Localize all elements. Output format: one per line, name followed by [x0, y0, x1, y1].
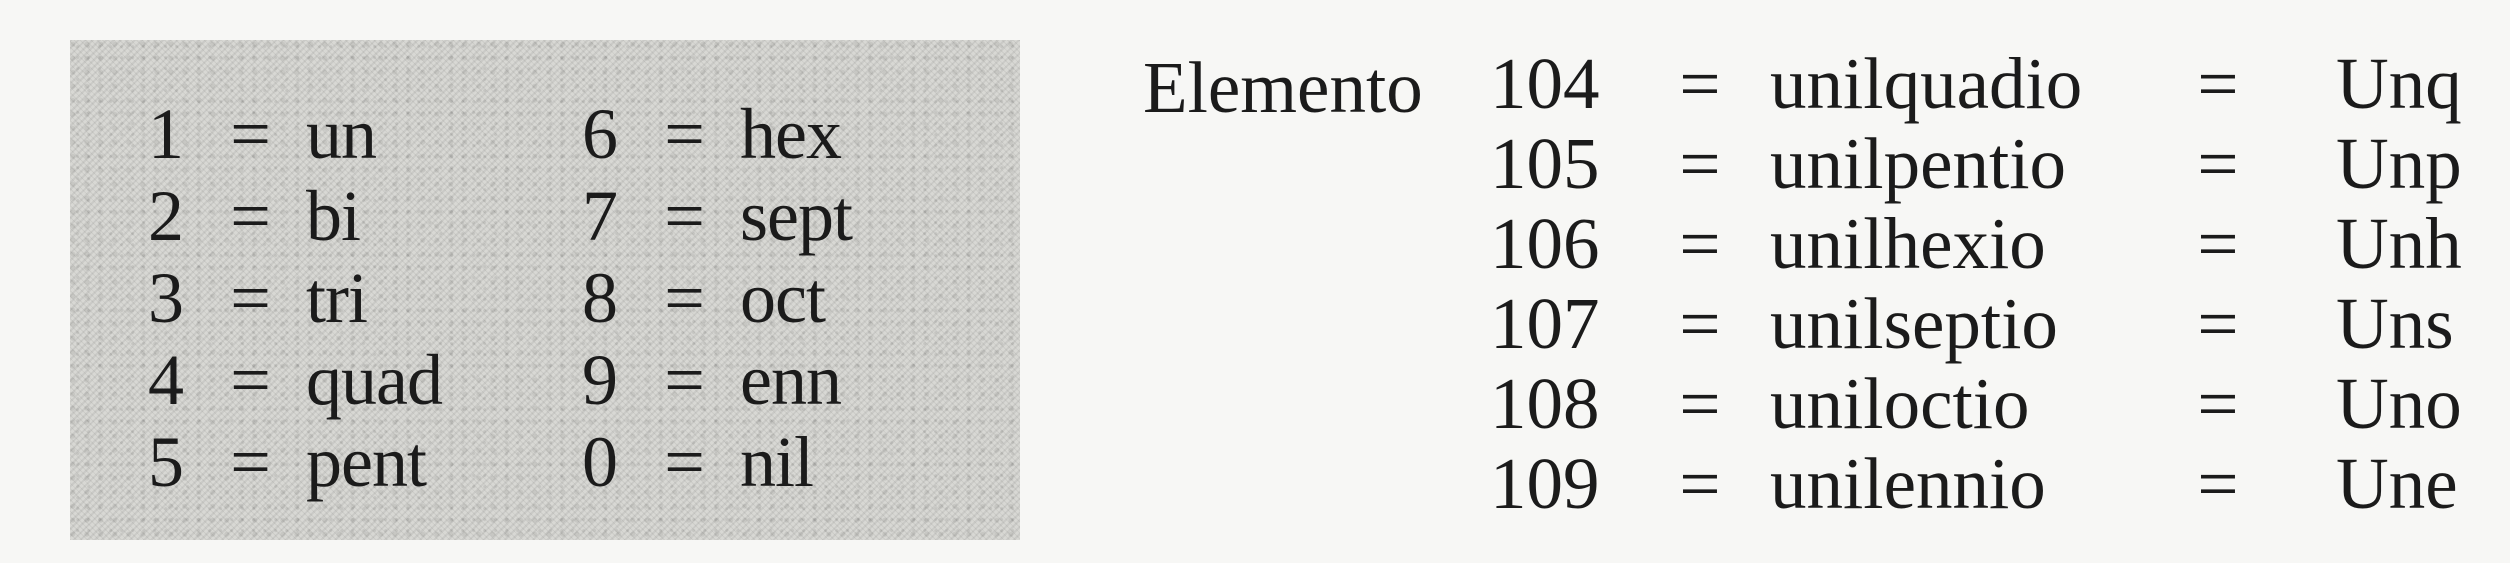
key-root: sept [740, 176, 852, 256]
key-root: quad [306, 340, 442, 420]
equals-sign: = [2197, 123, 2239, 204]
key-equals: = [230, 340, 270, 420]
element-symbol: Unh [2336, 203, 2462, 284]
key-digit: 1 [148, 94, 183, 174]
table-row [1490, 364, 2490, 444]
key-root: hex [740, 94, 841, 174]
number-root-key-box [70, 40, 1020, 540]
key-digit: 5 [148, 422, 183, 502]
element-name: uniloctio [1770, 363, 2030, 444]
element-label: Elemento [1143, 47, 1423, 128]
table-row [1490, 204, 2490, 284]
equals-sign: = [1679, 123, 1721, 204]
key-item [148, 175, 442, 257]
key-root: un [306, 94, 376, 174]
key-equals: = [664, 340, 704, 420]
key-equals: = [664, 422, 704, 502]
element-name: unilseptio [1770, 283, 2058, 364]
key-item [582, 257, 852, 339]
equals-sign: = [2197, 363, 2239, 444]
key-item [582, 421, 852, 503]
element-number: 106 [1490, 203, 1600, 284]
element-name: unilennio [1770, 443, 2046, 524]
key-item [582, 175, 852, 257]
key-digit: 7 [582, 176, 617, 256]
key-equals: = [664, 176, 704, 256]
equals-sign: = [1679, 203, 1721, 284]
table-row [1490, 284, 2490, 364]
table-row [1490, 44, 2490, 124]
key-digit: 8 [582, 258, 617, 338]
equals-sign: = [2197, 283, 2239, 364]
key-item [148, 257, 442, 339]
element-symbol: Unq [2336, 43, 2462, 124]
equals-sign: = [1679, 363, 1721, 444]
key-equals: = [230, 176, 270, 256]
element-number: 105 [1490, 123, 1600, 204]
key-item [582, 93, 852, 175]
key-root: nil [740, 422, 814, 502]
element-name: unilhexio [1770, 203, 2046, 284]
element-name: unilpentio [1770, 123, 2067, 204]
element-number: 109 [1490, 443, 1600, 524]
element-symbol: Unp [2336, 123, 2462, 204]
key-item [148, 339, 442, 421]
key-digit: 6 [582, 94, 617, 174]
key-right-column [582, 93, 852, 503]
key-equals: = [664, 94, 704, 174]
element-symbol: Uno [2336, 363, 2462, 444]
equals-sign: = [1679, 443, 1721, 524]
element-name: unilquadio [1770, 43, 2083, 124]
element-number: 104 [1490, 43, 1600, 124]
key-digit: 9 [582, 340, 617, 420]
key-root: tri [306, 258, 367, 338]
key-digit: 3 [148, 258, 183, 338]
key-root: pent [306, 422, 426, 502]
key-item [148, 421, 442, 503]
key-item [148, 93, 442, 175]
key-digit: 0 [582, 422, 617, 502]
equals-sign: = [2197, 43, 2239, 124]
element-symbol: Une [2336, 443, 2458, 524]
table-row [1490, 444, 2490, 524]
key-root: bi [306, 176, 361, 256]
key-equals: = [230, 422, 270, 502]
element-number: 107 [1490, 283, 1600, 364]
key-left-column [148, 93, 442, 503]
equals-sign: = [2197, 443, 2239, 524]
equals-sign: = [2197, 203, 2239, 284]
element-number: 108 [1490, 363, 1600, 444]
key-equals: = [664, 258, 704, 338]
key-digit: 2 [148, 176, 183, 256]
element-symbol: Uns [2336, 283, 2454, 364]
key-equals: = [230, 94, 270, 174]
equals-sign: = [1679, 283, 1721, 364]
table-row [1490, 124, 2490, 204]
key-item [582, 339, 852, 421]
equals-sign: = [1679, 43, 1721, 124]
element-symbol-table [1490, 44, 2490, 524]
key-root: oct [740, 258, 825, 338]
key-root: enn [740, 340, 841, 420]
key-digit: 4 [148, 340, 183, 420]
key-equals: = [230, 258, 270, 338]
